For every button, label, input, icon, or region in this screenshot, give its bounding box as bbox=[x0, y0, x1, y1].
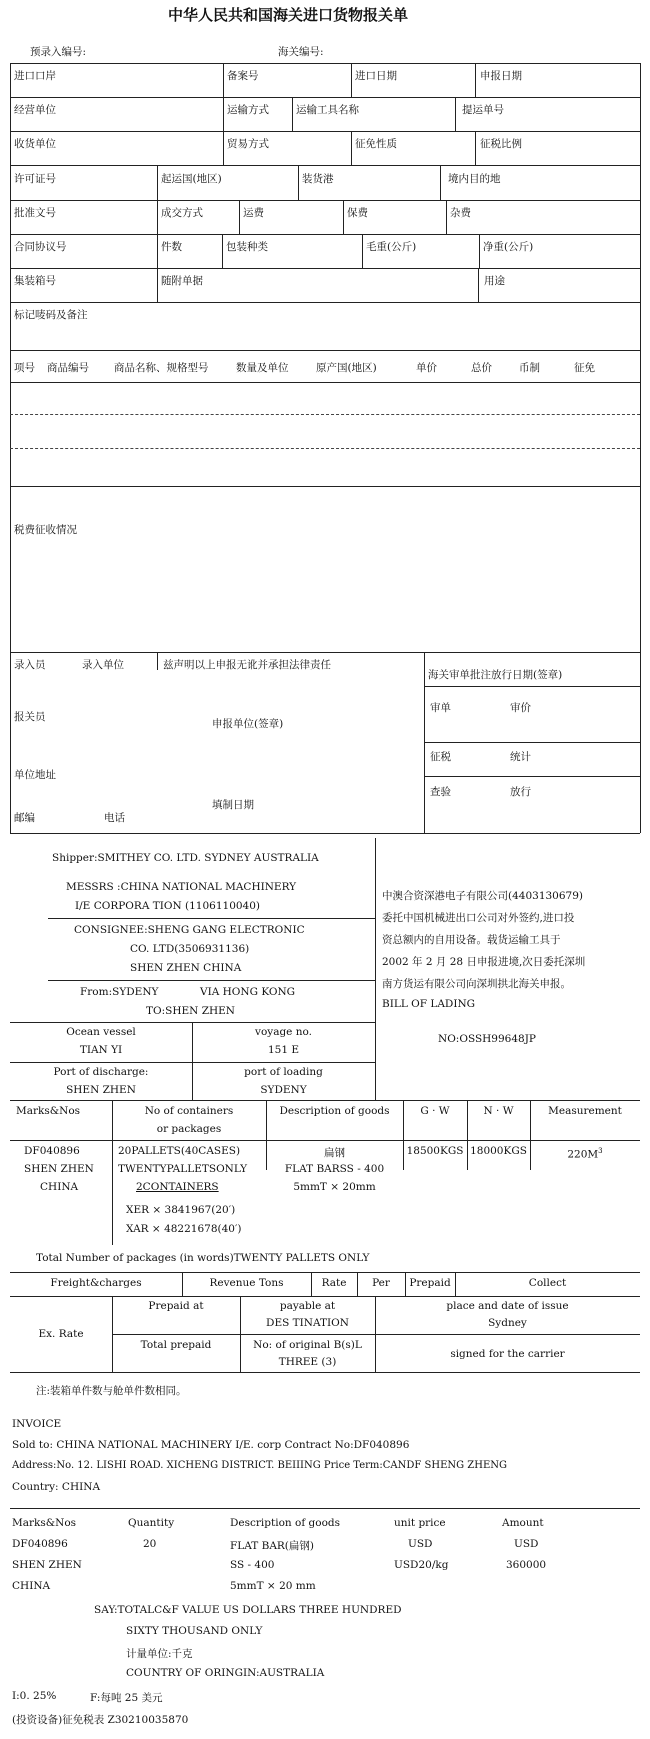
customs-no-label: 海关编号: bbox=[278, 46, 324, 58]
destination-value: DES TINATION bbox=[266, 1317, 349, 1329]
loading-port-label: 装货港 bbox=[302, 173, 334, 185]
goods-desc-1: 扁钢 bbox=[324, 1147, 345, 1159]
destination-label: 境内目的地 bbox=[448, 173, 501, 185]
note-line-1: 中澳合资深港电子有限公司(4403130679) bbox=[382, 890, 583, 902]
sold-to-line: Sold to: CHINA NATIONAL MACHINERY I/E. corp Contract No:DF040896 bbox=[12, 1439, 410, 1451]
invoice-quantity-header: Quantity bbox=[128, 1517, 175, 1529]
entry-unit-label: 录入单位 bbox=[82, 659, 124, 671]
measurement-header: Measurement bbox=[548, 1105, 622, 1117]
insurance-rate: I:0. 25% bbox=[12, 1690, 57, 1702]
consignee-line-3: SHEN ZHEN CHINA bbox=[130, 962, 242, 974]
note-line-5: 南方货运有限公司向深圳拱北海关申报。 bbox=[382, 978, 571, 990]
bl-mark-2: SHEN ZHEN bbox=[24, 1163, 94, 1175]
signed-carrier-label: signed for the carrier bbox=[450, 1348, 565, 1360]
loading-port-value: SYDENY bbox=[260, 1084, 307, 1096]
consignee-line-2: CO. LTD(3506931136) bbox=[130, 943, 250, 955]
invoice-marks-header: Marks&Nos bbox=[12, 1517, 77, 1529]
customs-approval-label: 海关审单批注放行日期(签章) bbox=[428, 669, 563, 681]
origin-header: 原产国(地区) bbox=[316, 362, 377, 374]
levy-label: 征税 bbox=[430, 751, 451, 763]
trade-mode-label: 贸易方式 bbox=[227, 138, 269, 150]
stats-label: 统计 bbox=[510, 751, 531, 763]
say-line-2: SIXTY THOUSAND ONLY bbox=[126, 1625, 263, 1637]
approval-no-label: 批准文号 bbox=[14, 207, 56, 219]
originals-value: THREE (3) bbox=[278, 1356, 337, 1368]
commodity-code-header: 商品编号 bbox=[47, 362, 89, 374]
ocean-vessel-value: TIAN YI bbox=[79, 1044, 123, 1056]
package-line-2: TWENTYPALLETSONLY bbox=[118, 1163, 248, 1175]
shipper-line: Shipper:SMITHEY CO. LTD. SYDNEY AUSTRALIA bbox=[52, 852, 319, 864]
declaration-statement: 兹声明以上申报无讹并承担法律责任 bbox=[163, 659, 331, 671]
per-label: Per bbox=[372, 1277, 390, 1289]
net-weight-header: N · W bbox=[483, 1105, 514, 1117]
origin-country-label: 起运国(地区) bbox=[161, 173, 222, 185]
import-port-label: 进口口岸 bbox=[14, 70, 56, 82]
misc-fee-label: 杂费 bbox=[450, 207, 471, 219]
voyage-no-label: voyage no. bbox=[255, 1026, 312, 1038]
total-prepaid-label: Total prepaid bbox=[140, 1339, 212, 1351]
tax-exemption-form: (投资设备)征免税表 Z30210035870 bbox=[12, 1714, 189, 1726]
tax-ratio-label: 征税比例 bbox=[480, 138, 522, 150]
country-line: Country: CHINA bbox=[12, 1481, 101, 1493]
invoice-desc-3: 5mmT × 20 mm bbox=[230, 1580, 316, 1592]
contract-no-label: 合同协议号 bbox=[14, 241, 67, 253]
from-port: From:SYDENY bbox=[80, 986, 159, 998]
note-line-3: 资总额内的自用设备。载货运输工具于 bbox=[382, 934, 561, 946]
commodity-name-header: 商品名称、规格型号 bbox=[114, 362, 209, 374]
invoice-unit-price-value: USD20/kg bbox=[394, 1559, 449, 1571]
place-date-label: place and date of issue bbox=[446, 1300, 569, 1312]
invoice-desc-1: FLAT BAR(扁钢) bbox=[230, 1540, 315, 1552]
net-weight-value: 18000KGS bbox=[470, 1145, 527, 1157]
note-line-2: 委托中国机械进出口公司对外签约,进口投 bbox=[382, 912, 575, 924]
record-no-label: 备案号 bbox=[227, 70, 259, 82]
invoice-mark-3: CHINA bbox=[12, 1580, 51, 1592]
invoice-mark-2: SHEN ZHEN bbox=[12, 1559, 82, 1571]
package-type-label: 包装种类 bbox=[226, 241, 268, 253]
exemption-header: 征免 bbox=[574, 362, 595, 374]
attached-docs-label: 随附单据 bbox=[161, 275, 203, 287]
net-weight-label: 净重(公斤) bbox=[483, 241, 534, 253]
bl-mark-3: CHINA bbox=[40, 1181, 79, 1193]
declarant-label: 报关员 bbox=[14, 711, 46, 723]
gross-weight-header: G · W bbox=[420, 1105, 450, 1117]
transport-mode-label: 运输方式 bbox=[227, 104, 269, 116]
bill-no-label: 提运单号 bbox=[462, 104, 504, 116]
operating-unit-label: 经营单位 bbox=[14, 104, 56, 116]
container-no-label: 集装箱号 bbox=[14, 275, 56, 287]
deal-mode-label: 成交方式 bbox=[161, 207, 203, 219]
zip-label: 邮编 bbox=[14, 812, 35, 824]
package-line-1: 20PALLETS(40CASES) bbox=[118, 1145, 241, 1157]
messrs-line-2: I/E CORPORA TION (1106110040) bbox=[75, 900, 261, 912]
address-line: Address:No. 12. LISHI ROAD. XICHENG DISTRICT. BEIIING Price Term:CANDF SHENG ZHENG bbox=[12, 1460, 507, 1471]
invoice-unit-price-header: unit price bbox=[394, 1517, 446, 1529]
bl-mark-1: DF040896 bbox=[24, 1145, 80, 1157]
invoice-amount-currency: USD bbox=[514, 1538, 539, 1550]
voyage-no-value: 151 E bbox=[267, 1044, 300, 1056]
invoice-unit-currency: USD bbox=[408, 1538, 433, 1550]
entry-person-label: 录入员 bbox=[14, 659, 46, 671]
ocean-vessel-label: Ocean vessel bbox=[66, 1026, 136, 1038]
currency-header: 币制 bbox=[519, 362, 540, 374]
consignee-line-1: CONSIGNEE:SHENG GANG ELECTRONIC bbox=[74, 924, 305, 936]
prepaid-at-label: Prepaid at bbox=[148, 1300, 204, 1312]
form-title: 中华人民共和国海关进口货物报关单 bbox=[168, 6, 409, 24]
license-no-label: 许可证号 bbox=[14, 173, 56, 185]
say-line-1: SAY:TOTALC&F VALUE US DOLLARS THREE HUNDRED bbox=[94, 1604, 402, 1616]
unit-address-label: 单位地址 bbox=[14, 769, 56, 781]
usage-label: 用途 bbox=[484, 275, 505, 287]
measure-unit-line: 计量单位:千克 bbox=[126, 1648, 193, 1660]
unit-price-header: 单价 bbox=[416, 362, 437, 374]
goods-desc-2: FLAT BARSS - 400 bbox=[284, 1163, 385, 1175]
freight-label: 运费 bbox=[243, 207, 264, 219]
loading-port-label-bl: port of loading bbox=[244, 1066, 323, 1078]
insurance-label: 保费 bbox=[347, 207, 368, 219]
origin-line: COUNTRY OF ORINGIN:AUSTRALIA bbox=[126, 1667, 325, 1679]
fill-date-label: 填制日期 bbox=[212, 799, 254, 811]
containers-header-2: or packages bbox=[156, 1123, 222, 1135]
description-header: Description of goods bbox=[279, 1105, 390, 1117]
total-packages: Total Number of packages (in words)TWENTY PALLETS ONLY bbox=[36, 1252, 370, 1264]
quantity-unit-header: 数量及单位 bbox=[236, 362, 289, 374]
issue-place-value: Sydney bbox=[488, 1317, 527, 1329]
freight-rate: F:每吨 25 美元 bbox=[90, 1692, 163, 1704]
measurement-value: $220M^3$ bbox=[567, 1147, 603, 1161]
tax-status-label: 税费征收情况 bbox=[14, 524, 77, 536]
consignee-unit-label: 收货单位 bbox=[14, 138, 56, 150]
total-price-header: 总价 bbox=[471, 362, 492, 374]
invoice-amount-header: Amount bbox=[502, 1517, 544, 1529]
inspect-label: 查验 bbox=[430, 786, 451, 798]
container-2: XAR × 48221678(40′) bbox=[126, 1223, 242, 1235]
phone-label: 电话 bbox=[104, 812, 125, 824]
bill-of-lading-no: NO:OSSH99648JP bbox=[438, 1033, 536, 1045]
release-label: 放行 bbox=[510, 786, 531, 798]
via-port: VIA HONG KONG bbox=[200, 986, 296, 998]
reviewer-label: 审单 bbox=[430, 702, 451, 714]
import-date-label: 进口日期 bbox=[355, 70, 397, 82]
discharge-port-value: SHEN ZHEN bbox=[66, 1084, 136, 1096]
payable-at-label: payable at bbox=[279, 1300, 336, 1312]
gross-weight-label: 毛重(公斤) bbox=[366, 241, 417, 253]
declare-date-label: 申报日期 bbox=[480, 70, 522, 82]
packing-note: 注:装箱单件数与舱单件数相同。 bbox=[36, 1385, 187, 1397]
pre-entry-no-label: 预录入编号: bbox=[30, 46, 87, 58]
declaring-unit-label: 申报单位(签章) bbox=[212, 718, 284, 730]
bill-of-lading-title: BILL OF LADING bbox=[382, 998, 476, 1010]
originals-label: No: of original B(s)L bbox=[253, 1339, 362, 1351]
marks-header: Marks&Nos bbox=[16, 1105, 81, 1117]
goods-desc-3: 5mmT × 20mm bbox=[293, 1181, 376, 1193]
invoice-title: INVOICE bbox=[12, 1418, 62, 1430]
marks-remarks-label: 标记唛码及备注 bbox=[14, 309, 88, 321]
invoice-mark-1: DF040896 bbox=[12, 1538, 68, 1550]
invoice-amount-value: 360000 bbox=[506, 1559, 547, 1571]
exemption-nature-label: 征免性质 bbox=[355, 138, 397, 150]
container-1: XER × 3841967(20′) bbox=[126, 1204, 236, 1216]
invoice-quantity-value: 20 bbox=[143, 1538, 157, 1550]
prepaid-label: Prepaid bbox=[409, 1277, 451, 1289]
to-port: TO:SHEN ZHEN bbox=[146, 1005, 235, 1017]
item-no-header: 项号 bbox=[14, 362, 35, 374]
note-line-4: 2002 年 2 月 28 日申报进境,次日委托深圳 bbox=[382, 956, 586, 968]
package-line-3: 2CONTAINERS bbox=[136, 1181, 219, 1193]
containers-header-1: No of containers bbox=[144, 1105, 234, 1117]
pricing-label: 审价 bbox=[510, 702, 531, 714]
collect-label: Collect bbox=[528, 1277, 567, 1289]
invoice-desc-header: Description of goods bbox=[230, 1517, 341, 1529]
pieces-label: 件数 bbox=[161, 241, 182, 253]
rate-label: Rate bbox=[321, 1277, 347, 1289]
messrs-line-1: MESSRS :CHINA NATIONAL MACHINERY bbox=[66, 881, 297, 893]
invoice-desc-2: SS - 400 bbox=[230, 1559, 275, 1571]
revenue-tons-label: Revenue Tons bbox=[209, 1277, 284, 1289]
gross-weight-value: 18500KGS bbox=[406, 1145, 464, 1157]
freight-charges-label: Freight&charges bbox=[50, 1277, 142, 1289]
discharge-port-label: Port of discharge: bbox=[53, 1066, 149, 1078]
ex-rate-label: Ex. Rate bbox=[38, 1328, 84, 1340]
vehicle-name-label: 运输工具名称 bbox=[296, 104, 359, 116]
